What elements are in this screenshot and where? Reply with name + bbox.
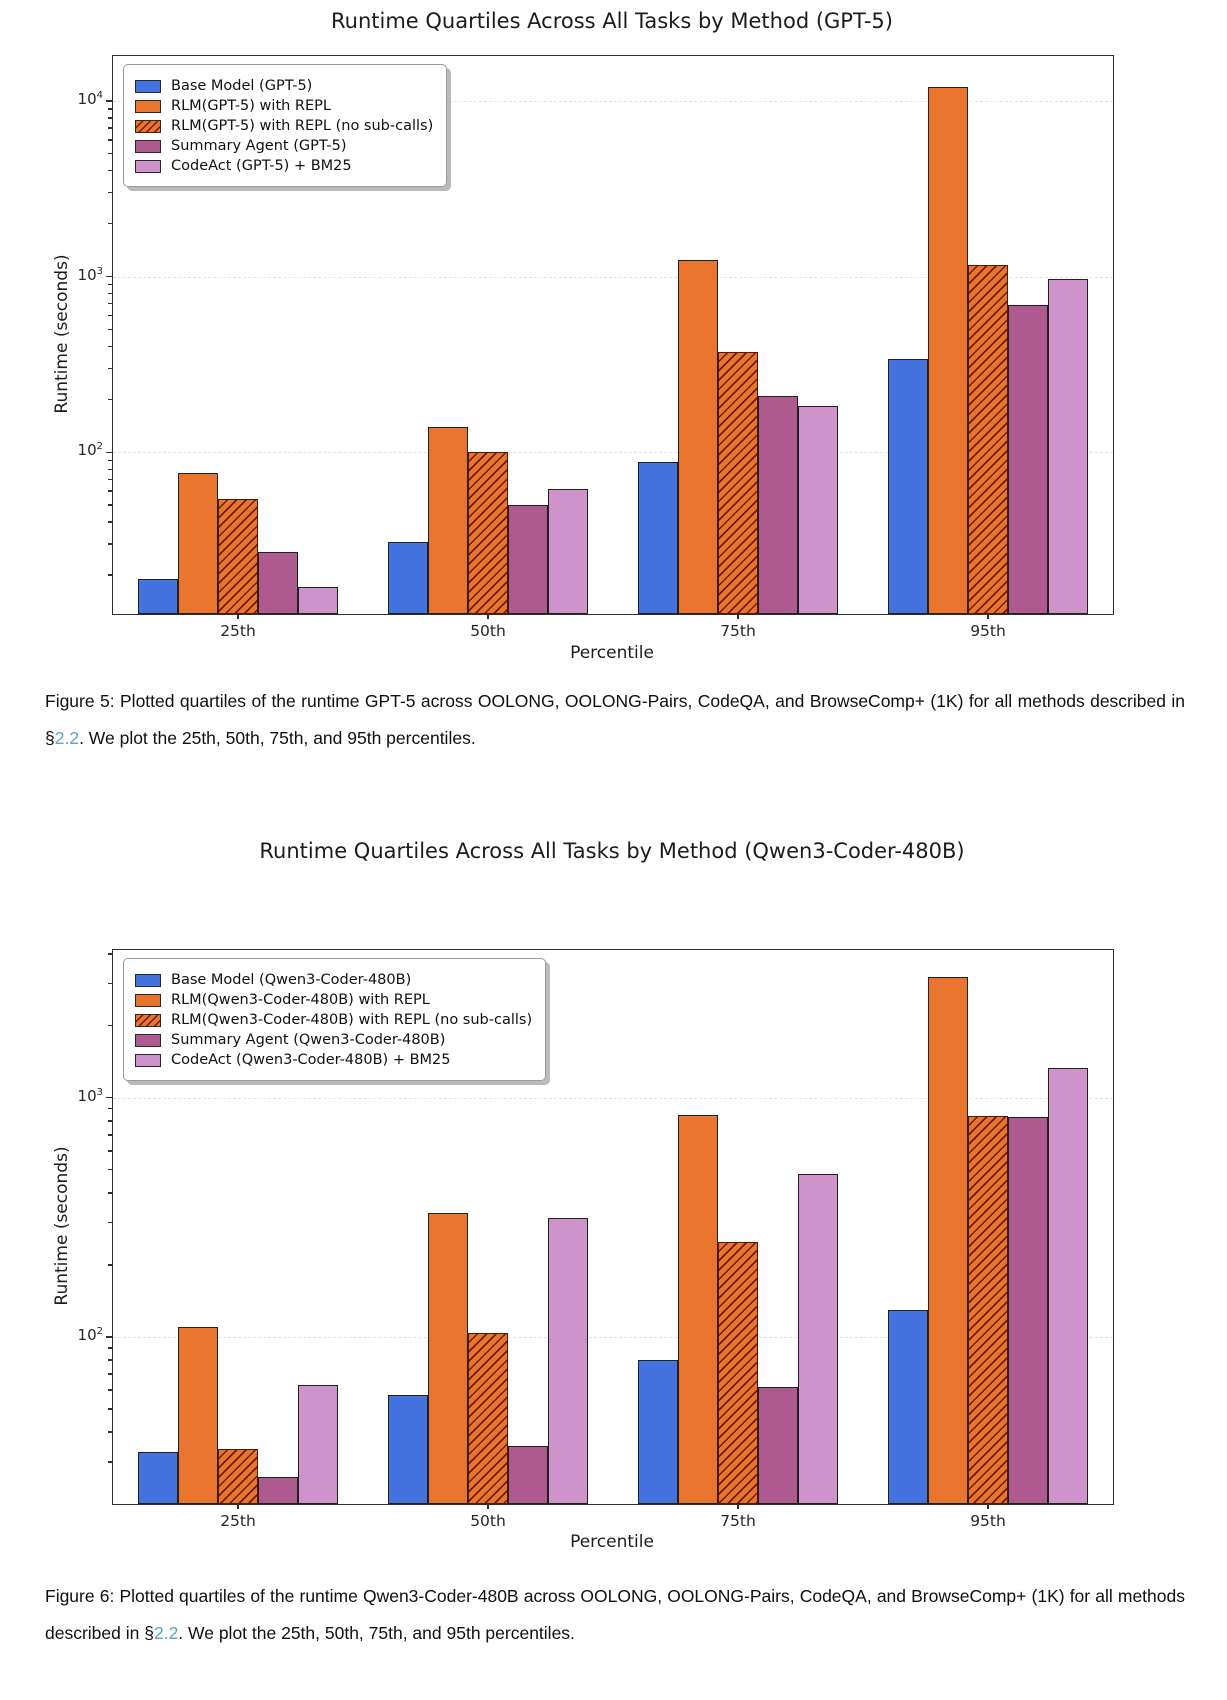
chart1-ytick-label-1e3: $10^3$ (77, 265, 103, 284)
chart2-ytick-minor-70 (108, 1373, 112, 1374)
chart1-xtick-label-75th: 75th (720, 622, 756, 640)
chart1-ytick-minor-8000 (108, 117, 112, 118)
figure6-caption (45, 1578, 1185, 1652)
chart2-ytick-minor-500 (108, 1169, 112, 1170)
chart1-ytick-minor-900 (108, 284, 112, 285)
chart2-legend-swatch-icon-4 (135, 1054, 161, 1067)
chart1-title: Runtime Quartiles Across All Tasks by Method (GPT-5) (331, 9, 893, 33)
chart2-xtick-label-95th: 95th (970, 1512, 1006, 1530)
chart1-ytick-label-1e4: $10^4$ (77, 89, 103, 108)
chart1-bar-95th-series1 (928, 87, 968, 614)
chart1-xtick-75th (737, 614, 738, 619)
chart1-y-axis-label: Runtime (seconds) (52, 254, 72, 414)
chart1-ytick-minor-600 (108, 315, 112, 316)
chart2-legend (123, 958, 546, 1081)
figure5-caption-text-after: . We plot the 25th, 50th, 75th, and 95th percentiles. (79, 728, 476, 748)
chart2-ytick-minor-4000 (108, 953, 112, 954)
chart1-xtick-25th (237, 614, 238, 619)
chart2-bar-75th-series1 (678, 1115, 718, 1504)
chart1-ytick-minor-4000 (108, 170, 112, 171)
chart1-bar-50th-series2 (468, 452, 508, 614)
chart1-bar-25th-series1 (178, 473, 218, 614)
chart1-plot-area (77, 55, 1114, 640)
chart1-ytick-minor-40 (108, 521, 112, 522)
chart1-ytick-minor-80 (108, 469, 112, 470)
chart1-ytick-minor-2000 (108, 223, 112, 224)
chart1-x-axis-label: Percentile (570, 643, 654, 663)
chart2-xtick-95th (987, 1504, 988, 1509)
chart1-bar-25th-series4 (298, 587, 338, 614)
chart1-bar-50th-series1 (428, 427, 468, 614)
chart1-ytick-minor-70 (108, 479, 112, 480)
chart2-ytick-minor-200 (108, 1264, 112, 1265)
chart2-bar-95th-series2 (968, 1116, 1008, 1504)
chart2-legend-item-2 (135, 1012, 532, 1028)
chart2-ytick-minor-30 (108, 1461, 112, 1462)
chart2-legend-label-1: RLM(Qwen3-Coder-480B) with REPL (171, 992, 430, 1008)
chart2-bar-75th-series4 (798, 1174, 838, 1504)
chart1-legend-item-0 (135, 78, 433, 94)
chart2-legend-item-1 (135, 992, 532, 1008)
chart2-xtick-25th (237, 1504, 238, 1509)
figure6-caption-text-after: . We plot the 25th, 50th, 75th, and 95th percentiles. (178, 1623, 575, 1643)
chart2-ytick-minor-2000 (108, 1025, 112, 1026)
chart1-legend-swatch-icon-0 (135, 80, 161, 93)
chart1-bar-95th-series2 (968, 265, 1008, 614)
chart1-bar-75th-series0 (638, 462, 678, 614)
chart2-bar-25th-series3 (258, 1477, 298, 1504)
chart1-ytick-minor-800 (108, 293, 112, 294)
chart1-ytick-minor-500 (108, 329, 112, 330)
chart1-bar-25th-series3 (258, 552, 298, 614)
chart2-ytick-minor-50 (108, 1408, 112, 1409)
chart2-ytick-minor-300 (108, 1222, 112, 1223)
figure6-caption-text-before: Figure 6: Plotted quartiles of the runtime Qwen3-Coder-480B across OOLONG, OOLONG-Pairs, CodeQA, and BrowseComp+ (1K) for all methods described in § (45, 1586, 1185, 1643)
chart2-ytick-minor-60 (108, 1389, 112, 1390)
chart1-ytick-minor-700 (108, 303, 112, 304)
chart2-legend-item-3 (135, 1032, 532, 1048)
chart1-legend-label-2: RLM(GPT-5) with REPL (no sub-calls) (171, 118, 434, 134)
chart1-ytick-minor-60 (108, 490, 112, 491)
chart2-xtick-label-50th: 50th (470, 1512, 506, 1530)
chart1-bar-95th-series4 (1048, 279, 1088, 614)
chart1-legend-swatch-icon-1 (135, 100, 161, 113)
chart2-bar-75th-series2 (718, 1242, 758, 1504)
chart2-x-axis-label: Percentile (570, 1532, 654, 1552)
chart2-bar-95th-series1 (928, 977, 968, 1504)
chart1-bar-95th-series0 (888, 359, 928, 614)
chart1-xtick-95th (987, 614, 988, 619)
chart1-ytick-1e3 (106, 276, 112, 277)
chart2-ytick-minor-90 (108, 1347, 112, 1348)
chart2-ytick-1e2 (106, 1336, 112, 1337)
chart2-bar-50th-series0 (388, 1395, 428, 1504)
chart1-legend-item-2 (135, 118, 433, 134)
chart1-legend-label-4: CodeAct (GPT-5) + BM25 (171, 158, 352, 174)
chart1-ytick-label-1e2: $10^2$ (77, 441, 103, 460)
chart1-ytick-minor-300 (108, 368, 112, 369)
chart2-ytick-minor-700 (108, 1134, 112, 1135)
chart1-legend-label-3: Summary Agent (GPT-5) (171, 138, 347, 154)
chart1-bar-75th-series4 (798, 406, 838, 614)
chart2-ytick-minor-3000 (108, 983, 112, 984)
chart2-xtick-label-75th: 75th (720, 1512, 756, 1530)
chart2-bar-50th-series1 (428, 1213, 468, 1504)
chart1-bar-25th-series2 (218, 499, 258, 614)
chart1-ytick-minor-3000 (108, 192, 112, 193)
chart2-legend-swatch-icon-0 (135, 974, 161, 987)
chart1-bar-75th-series1 (678, 260, 718, 615)
chart2-bar-95th-series0 (888, 1310, 928, 1504)
chart1-bar-95th-series3 (1008, 305, 1048, 614)
chart1-ytick-minor-400 (108, 346, 112, 347)
chart2-ytick-minor-40 (108, 1431, 112, 1432)
chart2-xtick-75th (737, 1504, 738, 1509)
chart2-legend-item-4 (135, 1052, 532, 1068)
chart2-legend-label-3: Summary Agent (Qwen3-Coder-480B) (171, 1032, 446, 1048)
chart2-bar-25th-series1 (178, 1327, 218, 1504)
chart1-bar-50th-series3 (508, 505, 548, 614)
chart2-bar-75th-series0 (638, 1360, 678, 1504)
chart1-legend-swatch-icon-4 (135, 160, 161, 173)
chart2-bar-25th-series2 (218, 1449, 258, 1504)
chart2-bar-50th-series2 (468, 1333, 508, 1504)
chart2-ytick-minor-80 (108, 1359, 112, 1360)
chart1-bar-25th-series0 (138, 579, 178, 614)
chart1-legend-swatch-icon-3 (135, 140, 161, 153)
chart2-ytick-minor-900 (108, 1108, 112, 1109)
chart1-ytick-minor-90 (108, 460, 112, 461)
chart1-xtick-label-25th: 25th (220, 622, 256, 640)
chart2-bar-75th-series3 (758, 1387, 798, 1505)
figure5-section-2-2-link[interactable]: 2.2 (54, 728, 80, 748)
chart1-legend-label-0: Base Model (GPT-5) (171, 78, 313, 94)
chart2-xtick-50th (487, 1504, 488, 1509)
chart2-y-axis-label: Runtime (seconds) (52, 1146, 72, 1306)
chart2-ytick-label-1e3: $10^3$ (77, 1086, 103, 1105)
chart1-legend-label-1: RLM(GPT-5) with REPL (171, 98, 331, 114)
chart2-legend-swatch-icon-3 (135, 1034, 161, 1047)
chart2-legend-label-0: Base Model (Qwen3-Coder-480B) (171, 972, 412, 988)
chart2-legend-swatch-icon-2 (135, 1014, 161, 1027)
chart1-xtick-50th (487, 614, 488, 619)
chart2-bar-95th-series4 (1048, 1068, 1088, 1504)
chart2-ytick-minor-800 (108, 1120, 112, 1121)
chart1-ytick-minor-9000 (108, 108, 112, 109)
chart2-ytick-1e3 (106, 1097, 112, 1098)
chart1-bar-75th-series3 (758, 396, 798, 614)
chart2-bar-25th-series4 (298, 1385, 338, 1504)
chart2-legend-label-2: RLM(Qwen3-Coder-480B) with REPL (no sub-calls) (171, 1012, 533, 1028)
chart1-legend-item-4 (135, 158, 433, 174)
chart1-ytick-minor-6000 (108, 139, 112, 140)
chart2-plot-area (77, 949, 1114, 1530)
chart2-legend-label-4: CodeAct (Qwen3-Coder-480B) + BM25 (171, 1052, 451, 1068)
chart1-bar-75th-series2 (718, 352, 758, 614)
chart1-ytick-1e2 (106, 452, 112, 453)
chart2-bar-25th-series0 (138, 1452, 178, 1504)
chart1-xtick-label-95th: 95th (970, 622, 1006, 640)
chart2-xtick-label-25th: 25th (220, 1512, 256, 1530)
chart2-bar-95th-series3 (1008, 1117, 1048, 1505)
figure5-caption-text-before: Figure 5: Plotted quartiles of the runtime GPT-5 across OOLONG, OOLONG-Pairs, CodeQA, and BrowseComp+ (1K) for all methods described in § (45, 691, 1185, 748)
figure5-caption (45, 683, 1185, 757)
chart2-bar-50th-series4 (548, 1218, 588, 1504)
chart1-ytick-1e4 (106, 100, 112, 101)
chart2-title: Runtime Quartiles Across All Tasks by Method (Qwen3-Coder-480B) (259, 839, 965, 863)
chart1-ytick-minor-20 (108, 574, 112, 575)
figure6-section-2-2-link[interactable]: 2.2 (153, 1623, 179, 1643)
chart2-ytick-minor-400 (108, 1192, 112, 1193)
chart1-bar-50th-series4 (548, 489, 588, 614)
chart2-ytick-label-1e2: $10^2$ (77, 1325, 103, 1344)
chart2-ytick-minor-600 (108, 1150, 112, 1151)
chart1-ytick-minor-7000 (108, 127, 112, 128)
chart1-legend-swatch-icon-2 (135, 120, 161, 133)
chart1-legend (123, 64, 447, 187)
chart2-legend-swatch-icon-1 (135, 994, 161, 1007)
chart1-bar-50th-series0 (388, 542, 428, 614)
chart2-legend-item-0 (135, 972, 532, 988)
chart1-ytick-minor-5000 (108, 153, 112, 154)
chart1-ytick-minor-30 (108, 543, 112, 544)
chart1-legend-item-1 (135, 98, 433, 114)
chart2-bar-50th-series3 (508, 1446, 548, 1504)
chart1-ytick-minor-200 (108, 399, 112, 400)
chart1-legend-item-3 (135, 138, 433, 154)
chart1-xtick-label-50th: 50th (470, 622, 506, 640)
chart1-ytick-minor-50 (108, 504, 112, 505)
